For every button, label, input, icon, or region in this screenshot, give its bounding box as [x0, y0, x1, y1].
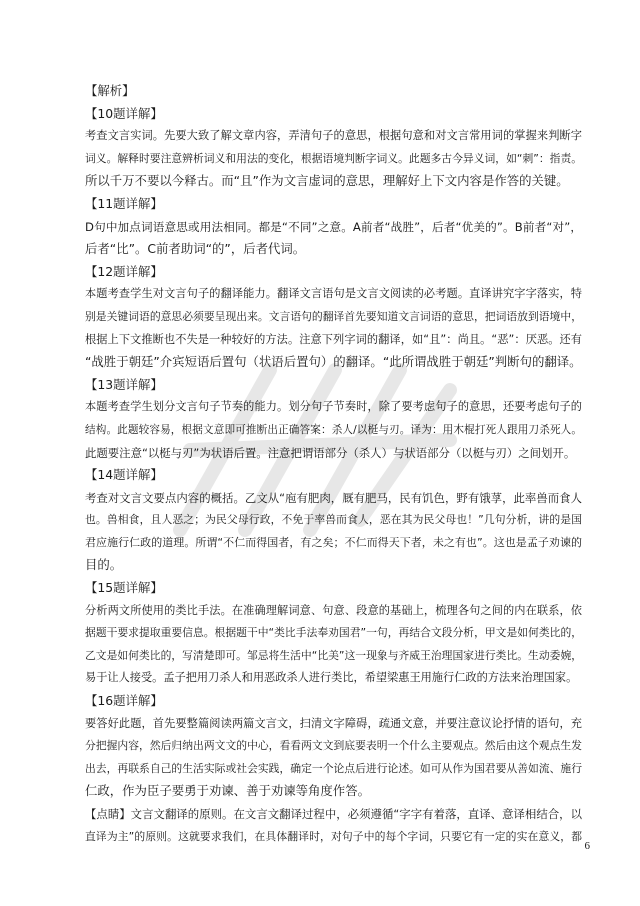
paragraph-line: D句中加点词语意思或用法相同。都是“不同”之意。A前者“战胜”，后者“优美的”。B前者“对”，	[85, 219, 582, 234]
paragraph-line: 分把握内容，然后归纳出两文文的中心，看看两文文到底要表明一个什么主要观点。然后由这个观点生发	[85, 739, 582, 753]
paragraph-line: 此题要注意“以梃与刃”为状语后置。注意把谓语部分（杀人）与状语部分（以梃与刃）之间划开。	[85, 445, 576, 460]
section-heading: 【14题详解】	[85, 467, 163, 483]
section-heading: 【15题详解】	[85, 580, 163, 596]
paragraph-line: “战胜于朝廷”介宾短语后置句（状语后置句）的翻译。“此所谓战胜于朝廷”判断句的翻译。	[85, 354, 582, 370]
paragraph-line: 出去，再联系自己的生活实际或社会实践，确定一个论点后进行论述。如可从作为国君要从善如流、施行	[85, 761, 582, 775]
paragraph-line: 直译为主”的原则。这就要求我们，在具体翻译时，对句子中的每个字词，只要它有一定的实在意义，都	[85, 829, 582, 843]
paragraph-line: 【点睛】文言文翻译的原则。在文言文翻译过程中，必须遵循“字字有着落，直译、意译相结合，以	[85, 807, 582, 821]
paragraph-line: 要答好此题，首先要整篇阅读两篇文言文，扫清文字障碍，疏通文意，并要注意议论抒情的语句，充	[85, 716, 582, 730]
page-number: 6	[584, 840, 590, 852]
section-heading: 【13题详解】	[85, 376, 163, 392]
paragraph-line: 乙文是如何类比的，写清楚即可。邹忌将生活中“比美”这一现象与齐威王治理国家进行类比。生动委婉，	[85, 648, 583, 662]
paragraph-line: 根据上下文推断也不失是一种较好的方法。注意下列字词的翻译，如“且”：尚且。“恶”：厌恶。还有	[85, 332, 582, 346]
paragraph-line: 据题干要求提取重要信息。根据题干中“类比手法奉劝国君”一句，再结合文段分析，甲文是如何类比的，	[85, 626, 583, 640]
paragraph-line: 本题考查学生划分文言句子节奏的能力。划分句子节奏时，除了要考虑句子的意思，还要考虑句子的	[85, 400, 582, 414]
paragraph-line: 目的。	[85, 557, 123, 573]
paragraph-line: 分析两文所使用的类比手法。在准确理解词意、句意、段意的基础上，梳理各句之间的内在联系，依	[85, 603, 582, 617]
paragraph-line: 后者“比”。C前者助词“的”，后者代词。	[85, 241, 306, 257]
paragraph-line: 考查对文言文要点内容的概括。乙文从“庖有肥肉，厩有肥马，民有饥色，野有饿莩，此率兽而食人	[85, 490, 582, 505]
paragraph-line: 别是关键词语的意思必须要呈现出来。文言语句的翻译首先要知道文言词语的意思，把词语放到语境中，	[85, 309, 582, 323]
paragraph-line: 也。兽相食，且人恶之；为民父母行政，不免于率兽而食人，恶在其为民父母也！”几句分析，讲的是国	[85, 513, 582, 527]
section-heading: 【16题详解】	[85, 693, 163, 709]
section-heading: 【12题详解】	[85, 263, 163, 279]
paragraph-line: 考查文言实词。先要大致了解文章内容，弄清句子的意思，根据句意和对文言常用词的掌握来判断字	[85, 129, 582, 143]
paragraph-line: 仁政，作为臣子要勇于劝谏、善于劝谏等角度作答。	[85, 783, 370, 799]
paragraph-line: 君应施行仁政的道理。所谓“不仁而得国者，有之矣；不仁而得天下者，未之有也”。这也是孟子劝谏的	[85, 535, 582, 549]
paragraph-line: 词义。解释时要注意辨析词义和用法的变化，根据语境判断字词义。此题多古今异义词，如“刺”：指责。	[85, 151, 583, 165]
paragraph-line: 本题考查学生对文言句子的翻译能力。翻译文言语句是文言文阅读的必考题。直译讲究字字落实，特	[85, 287, 582, 301]
section-heading: 【10题详解】	[85, 105, 163, 121]
paragraph-line: 易于让人接受。孟子把用刀杀人和用恶政杀人进行类比，希望梁惠王用施行仁政的方法来治理国家。	[85, 671, 578, 685]
document-body	[85, 80, 582, 848]
paragraph-line: 所以千万不要以今释古。而“且”作为文言虚词的意思，理解好上下文内容是作答的关键。	[85, 173, 569, 189]
section-heading: 【11题详解】	[85, 195, 163, 211]
section-heading: 【解析】	[85, 83, 135, 98]
paragraph-line: 结构。此题较容易，根据文意即可推断出正确答案：杀人/以梃与刃。译为：用木棍打死人跟用刀杀死人。	[85, 423, 582, 436]
